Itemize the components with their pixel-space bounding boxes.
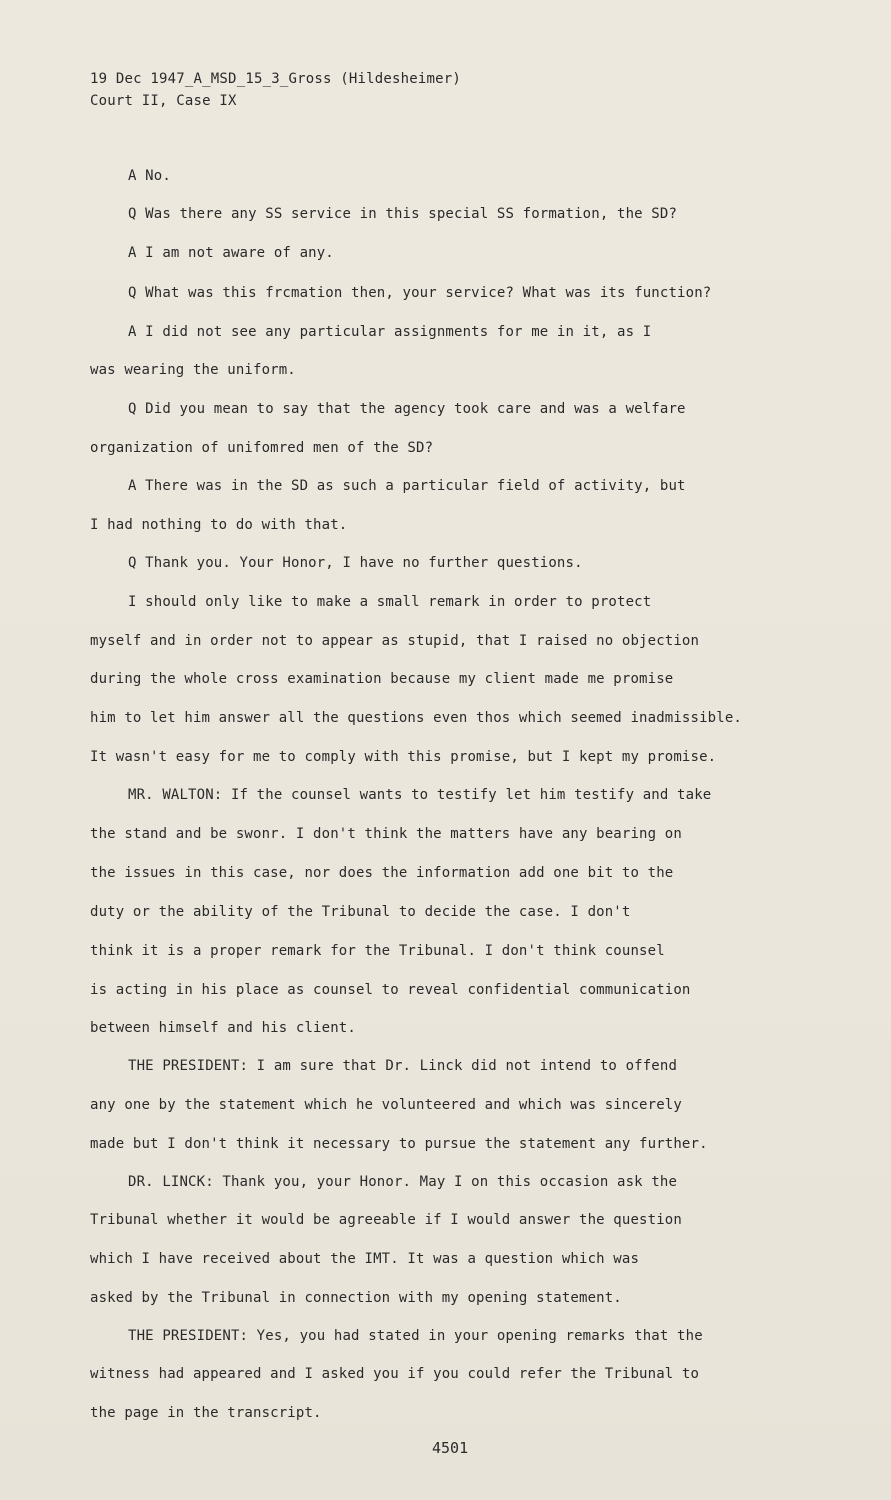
transcript-line: the issues in this case, nor does the information add one bit to the	[90, 865, 674, 881]
transcript-line: which I have received about the IMT. It was a question which was	[90, 1251, 640, 1267]
transcript-line: witness had appeared and I asked you if you could refer the Tribunal to	[90, 1366, 700, 1382]
transcript-line: duty or the ability of the Tribunal to decide the case. I don't	[90, 904, 631, 920]
transcript-line: I had nothing to do with that.	[90, 517, 348, 533]
transcript-line: DR. LINCK: Thank you, your Honor. May I on this occasion ask the	[128, 1174, 678, 1190]
transcript-line: the stand and be swonr. I don't think the matters have any bearing on	[90, 826, 682, 842]
transcript-line: between himself and his client.	[90, 1020, 356, 1036]
transcript-line: Q What was this frcmation then, your service? What was its function?	[128, 285, 712, 301]
transcript-line: is acting in his place as counsel to reveal confidential communication	[90, 982, 691, 998]
transcript-line: MR. WALTON: If the counsel wants to testify let him testify and take	[128, 787, 712, 803]
transcript-line: Tribunal whether it would be agreeable if I would answer the question	[90, 1212, 682, 1228]
transcript-line: Q Did you mean to say that the agency took care and was a welfare	[128, 401, 686, 417]
transcript-line: I should only like to make a small remark in order to protect	[128, 594, 652, 610]
transcript-line: It wasn't easy for me to comply with this promise, but I kept my promise.	[90, 749, 717, 765]
transcript-line: THE PRESIDENT: I am sure that Dr. Linck did not intend to offend	[128, 1058, 678, 1074]
transcript-line: A I did not see any particular assignments for me in it, as I	[128, 324, 652, 340]
transcript-line: Q Thank you. Your Honor, I have no further questions.	[128, 555, 583, 571]
transcript-line: him to let him answer all the questions even thos which seemed inadmissible.	[90, 710, 742, 726]
transcript-line: organization of unifomred men of the SD?	[90, 440, 434, 456]
header-reference: 19 Dec 1947_A_MSD_15_3_Gross (Hildesheimer)	[90, 71, 462, 87]
transcript-line: myself and in order not to appear as stupid, that I raised no objection	[90, 633, 700, 649]
page-number: 4501	[432, 1439, 469, 1457]
transcript-line: the page in the transcript.	[90, 1405, 322, 1421]
transcript-line: Q Was there any SS service in this special SS formation, the SD?	[128, 206, 678, 222]
header-court: Court II, Case IX	[90, 93, 237, 109]
transcript-line: made but I don't think it necessary to pursue the statement any further.	[90, 1136, 708, 1152]
transcript-line: A There was in the SD as such a particular field of activity, but	[128, 478, 686, 494]
transcript-line: during the whole cross examination because my client made me promise	[90, 671, 674, 687]
transcript-line: think it is a proper remark for the Tribunal. I don't think counsel	[90, 943, 665, 959]
transcript-line: asked by the Tribunal in connection with my opening statement.	[90, 1290, 622, 1306]
transcript-line: any one by the statement which he volunteered and which was sincerely	[90, 1097, 682, 1113]
transcript-line: was wearing the uniform.	[90, 362, 296, 378]
transcript-line: THE PRESIDENT: Yes, you had stated in your opening remarks that the	[128, 1328, 703, 1344]
transcript-line: A No.	[128, 168, 171, 184]
transcript-line: A I am not aware of any.	[128, 245, 334, 261]
document-header	[90, 68, 461, 112]
